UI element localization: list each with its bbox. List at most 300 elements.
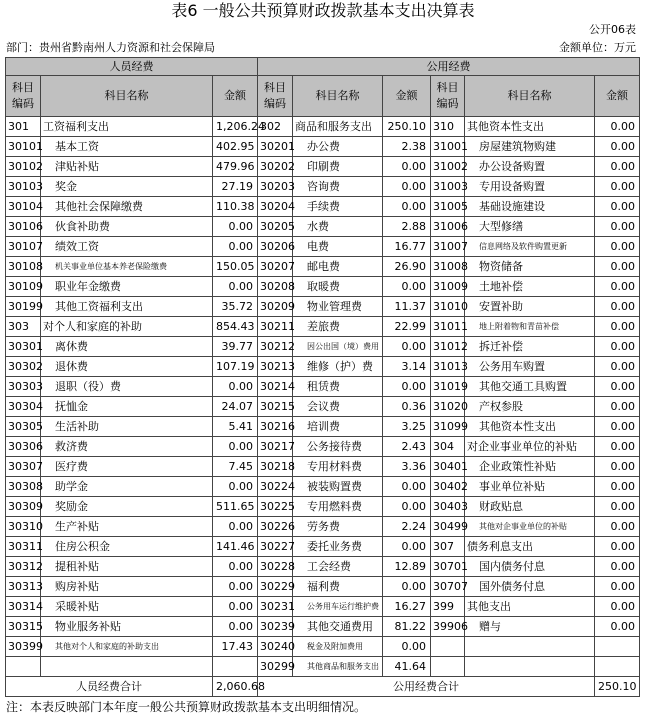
item-code: 30304 (6, 397, 41, 417)
item-amount: 854.43 (213, 317, 258, 337)
item-name: 其他对个人和家庭的补助支出 (41, 637, 213, 657)
item-code: 303 (6, 317, 41, 337)
item-code: 30214 (258, 377, 293, 397)
item-code: 30213 (258, 357, 293, 377)
item-name: 取暖费 (293, 277, 383, 297)
item-amount: 0.00 (595, 157, 640, 177)
item-code: 31002 (431, 157, 465, 177)
item-name: 津贴补贴 (41, 157, 213, 177)
item-name: 其他商品和服务支出 (293, 657, 383, 677)
item-code: 30224 (258, 477, 293, 497)
item-code: 31007 (431, 237, 465, 257)
item-name: 提租补贴 (41, 557, 213, 577)
item-code: 30310 (6, 517, 41, 537)
expenditure-table (5, 57, 640, 697)
item-code: 30203 (258, 177, 293, 197)
footnote: 注：本表反映部门本年度一般公共预算财政拨款基本支出明细情况。 (6, 700, 367, 714)
item-amount: 150.05 (213, 257, 258, 277)
item-code: 30229 (258, 577, 293, 597)
item-name: 专用燃料费 (293, 497, 383, 517)
item-code: 30102 (6, 157, 41, 177)
item-code: 30312 (6, 557, 41, 577)
item-amount: 0.00 (595, 117, 640, 137)
table-row (6, 637, 640, 657)
item-amount: 26.90 (383, 257, 431, 277)
table-row (6, 457, 640, 477)
item-amount: 0.00 (595, 537, 640, 557)
item-code: 30211 (258, 317, 293, 337)
item-code: 30399 (6, 637, 41, 657)
item-name: 房屋建筑物购建 (465, 137, 595, 157)
item-amount: 16.27 (383, 597, 431, 617)
table-row (6, 577, 640, 597)
item-name: 安置补助 (465, 297, 595, 317)
item-amount: 0.00 (595, 217, 640, 237)
item-amount: 0.00 (213, 217, 258, 237)
personnel-total-amount: 2,060.68 (213, 677, 258, 697)
item-code: 31003 (431, 177, 465, 197)
item-name: 手续费 (293, 197, 383, 217)
item-amount: 0.00 (383, 197, 431, 217)
item-amount: 0.00 (595, 617, 640, 637)
item-code (431, 637, 465, 657)
item-name (465, 637, 595, 657)
item-amount: 81.22 (383, 617, 431, 637)
item-name: 购房补贴 (41, 577, 213, 597)
item-amount: 0.00 (213, 477, 258, 497)
item-amount: 0.00 (595, 437, 640, 457)
item-code: 30103 (6, 177, 41, 197)
item-amount: 0.00 (595, 317, 640, 337)
table-row (6, 357, 640, 377)
item-name: 工会经费 (293, 557, 383, 577)
item-amount: 35.72 (213, 297, 258, 317)
item-code: 30305 (6, 417, 41, 437)
item-name: 职业年金缴费 (41, 277, 213, 297)
item-code: 30301 (6, 337, 41, 357)
public-total-amount: 250.10 (595, 677, 640, 697)
item-code: 30308 (6, 477, 41, 497)
item-name: 信息网络及软件购置更新 (465, 237, 595, 257)
item-name: 事业单位补贴 (465, 477, 595, 497)
item-code: 30311 (6, 537, 41, 557)
item-amount: 16.77 (383, 237, 431, 257)
item-code: 31012 (431, 337, 465, 357)
item-code: 30401 (431, 457, 465, 477)
item-code: 301 (6, 117, 41, 137)
table-row (6, 517, 640, 537)
item-amount: 0.00 (595, 277, 640, 297)
item-name: 咨询费 (293, 177, 383, 197)
item-code: 31009 (431, 277, 465, 297)
item-amount: 39.77 (213, 337, 258, 357)
item-amount: 17.43 (213, 637, 258, 657)
item-amount: 12.89 (383, 557, 431, 577)
item-amount: 3.14 (383, 357, 431, 377)
item-amount: 27.19 (213, 177, 258, 197)
item-code: 30228 (258, 557, 293, 577)
item-code: 30306 (6, 437, 41, 457)
item-name: 物业服务补贴 (41, 617, 213, 637)
item-name: 公务用车运行维护费 (293, 597, 383, 617)
table-row (6, 137, 640, 157)
item-name: 其他资本性支出 (465, 417, 595, 437)
item-code: 30217 (258, 437, 293, 457)
personnel-total-label: 人员经费合计 (6, 677, 213, 697)
col-header-amount: 金额 (213, 76, 258, 117)
item-name: 医疗费 (41, 457, 213, 477)
item-code: 30101 (6, 137, 41, 157)
item-amount: 0.00 (595, 457, 640, 477)
item-amount: 250.10 (383, 117, 431, 137)
item-amount: 0.00 (383, 477, 431, 497)
item-code: 31019 (431, 377, 465, 397)
table-row (6, 417, 640, 437)
item-amount: 0.00 (383, 277, 431, 297)
item-amount: 0.00 (595, 517, 640, 537)
item-code: 30225 (258, 497, 293, 517)
item-name: 因公出国（境）费用 (293, 337, 383, 357)
item-name: 会议费 (293, 397, 383, 417)
item-name: 租赁费 (293, 377, 383, 397)
item-amount: 0.36 (383, 397, 431, 417)
item-name: 物业管理费 (293, 297, 383, 317)
item-amount: 0.00 (383, 497, 431, 517)
item-amount: 0.00 (383, 177, 431, 197)
item-name: 对企业事业单位的补贴 (465, 437, 595, 457)
item-code: 30403 (431, 497, 465, 517)
item-amount: 0.00 (595, 497, 640, 517)
item-amount: 2.38 (383, 137, 431, 157)
col-header-code: 科目编码 (258, 76, 293, 117)
item-code: 30240 (258, 637, 293, 657)
item-code: 30226 (258, 517, 293, 537)
table-row (6, 317, 640, 337)
table-row (6, 177, 640, 197)
item-name: 生活补助 (41, 417, 213, 437)
item-amount: 41.64 (383, 657, 431, 677)
table-row (6, 437, 640, 457)
item-name: 商品和服务支出 (293, 117, 383, 137)
item-code: 30231 (258, 597, 293, 617)
table-row (6, 597, 640, 617)
item-amount: 1,206.24 (213, 117, 258, 137)
item-code: 31008 (431, 257, 465, 277)
unit-label: 金额单位：万元 (559, 41, 636, 54)
item-name: 委托业务费 (293, 537, 383, 557)
item-name: 被装购置费 (293, 477, 383, 497)
item-code: 30227 (258, 537, 293, 557)
item-code: 30309 (6, 497, 41, 517)
item-code: 31011 (431, 317, 465, 337)
item-name: 产权参股 (465, 397, 595, 417)
item-name: 其他资本性支出 (465, 117, 595, 137)
item-name: 水费 (293, 217, 383, 237)
table-row (6, 657, 640, 677)
table-row (6, 217, 640, 237)
item-code: 307 (431, 537, 465, 557)
table-row (6, 617, 640, 637)
item-code: 310 (431, 117, 465, 137)
item-name: 税金及附加费用 (293, 637, 383, 657)
item-code: 39906 (431, 617, 465, 637)
table-row (6, 237, 640, 257)
item-code: 31099 (431, 417, 465, 437)
department-label: 部门：贵州省黔南州人力资源和社会保障局 (6, 41, 215, 54)
item-amount: 0.00 (595, 557, 640, 577)
table-row (6, 377, 640, 397)
item-name: 培训费 (293, 417, 383, 437)
item-code: 30315 (6, 617, 41, 637)
col-header-code: 科目编码 (6, 76, 41, 117)
item-amount: 0.00 (213, 437, 258, 457)
item-name: 采暖补贴 (41, 597, 213, 617)
item-code: 31013 (431, 357, 465, 377)
item-amount: 0.00 (595, 417, 640, 437)
item-code (431, 657, 465, 677)
item-name: 债务利息支出 (465, 537, 595, 557)
item-code: 30307 (6, 457, 41, 477)
item-amount: 0.00 (213, 277, 258, 297)
item-code: 30218 (258, 457, 293, 477)
item-code: 30107 (6, 237, 41, 257)
col-header-amount: 金额 (595, 76, 640, 117)
item-name: 抚恤金 (41, 397, 213, 417)
item-name: 大型修缮 (465, 217, 595, 237)
item-amount: 5.41 (213, 417, 258, 437)
item-amount: 3.25 (383, 417, 431, 437)
item-amount: 22.99 (383, 317, 431, 337)
item-amount: 3.36 (383, 457, 431, 477)
item-name: 其他支出 (465, 597, 595, 617)
item-code: 31006 (431, 217, 465, 237)
item-code: 30303 (6, 377, 41, 397)
item-amount: 0.00 (383, 577, 431, 597)
table-code: 公开06表 (589, 23, 636, 36)
table-row (6, 537, 640, 557)
item-code: 30216 (258, 417, 293, 437)
item-name: 对个人和家庭的补助 (41, 317, 213, 337)
item-name: 奖励金 (41, 497, 213, 517)
item-name (465, 657, 595, 677)
item-amount (595, 637, 640, 657)
item-code: 30239 (258, 617, 293, 637)
item-code: 31001 (431, 137, 465, 157)
item-amount: 0.00 (213, 517, 258, 537)
item-amount: 0.00 (213, 617, 258, 637)
item-name: 基本工资 (41, 137, 213, 157)
item-name: 赠与 (465, 617, 595, 637)
table-row (6, 497, 640, 517)
item-name: 其他交通工具购置 (465, 377, 595, 397)
section-header-public: 公用经费 (258, 58, 640, 76)
item-amount: 0.00 (383, 537, 431, 557)
item-amount: 0.00 (595, 357, 640, 377)
item-amount: 2.88 (383, 217, 431, 237)
item-name: 其他对企事业单位的补贴 (465, 517, 595, 537)
item-code: 30707 (431, 577, 465, 597)
item-code: 30201 (258, 137, 293, 157)
item-amount: 2.24 (383, 517, 431, 537)
item-amount: 0.00 (213, 597, 258, 617)
item-name: 土地补偿 (465, 277, 595, 297)
table-row (6, 397, 640, 417)
item-amount: 0.00 (595, 297, 640, 317)
item-name: 印刷费 (293, 157, 383, 177)
item-amount: 0.00 (383, 377, 431, 397)
item-code: 30202 (258, 157, 293, 177)
item-name: 国外债务付息 (465, 577, 595, 597)
item-amount (213, 657, 258, 677)
section-header-personnel: 人员经费 (6, 58, 258, 76)
item-name: 国内债务付息 (465, 557, 595, 577)
item-name: 退休费 (41, 357, 213, 377)
col-header-amount: 金额 (383, 76, 431, 117)
item-amount: 0.00 (595, 257, 640, 277)
col-header-name: 科目名称 (41, 76, 213, 117)
item-code: 31020 (431, 397, 465, 417)
item-name: 财政贴息 (465, 497, 595, 517)
item-code: 31005 (431, 197, 465, 217)
item-code: 30302 (6, 357, 41, 377)
item-name: 邮电费 (293, 257, 383, 277)
item-code: 30104 (6, 197, 41, 217)
item-name: 其他交通费用 (293, 617, 383, 637)
item-amount: 479.96 (213, 157, 258, 177)
item-name: 物资储备 (465, 257, 595, 277)
item-name: 公务用车购置 (465, 357, 595, 377)
item-amount: 0.00 (595, 197, 640, 217)
item-code: 30108 (6, 257, 41, 277)
item-name: 离休费 (41, 337, 213, 357)
table-body (6, 117, 640, 677)
col-header-code: 科目编码 (431, 76, 465, 117)
item-amount: 110.38 (213, 197, 258, 217)
item-code: 30109 (6, 277, 41, 297)
item-name: 助学金 (41, 477, 213, 497)
item-amount: 11.37 (383, 297, 431, 317)
item-name: 伙食补助费 (41, 217, 213, 237)
item-code: 30499 (431, 517, 465, 537)
item-name: 其他社会保障缴费 (41, 197, 213, 217)
public-total-label: 公用经费合计 (258, 677, 595, 697)
item-amount: 0.00 (595, 337, 640, 357)
table-row (6, 157, 640, 177)
item-name: 住房公积金 (41, 537, 213, 557)
item-code: 30215 (258, 397, 293, 417)
item-amount: 0.00 (383, 637, 431, 657)
item-amount: 0.00 (595, 397, 640, 417)
item-code: 304 (431, 437, 465, 457)
item-name: 劳务费 (293, 517, 383, 537)
item-code: 30205 (258, 217, 293, 237)
item-name: 办公设备购置 (465, 157, 595, 177)
totals-row (6, 677, 640, 697)
item-code: 30314 (6, 597, 41, 617)
item-name: 绩效工资 (41, 237, 213, 257)
item-code: 302 (258, 117, 293, 137)
item-code: 30299 (258, 657, 293, 677)
table-row (6, 297, 640, 317)
item-name (41, 657, 213, 677)
item-amount: 0.00 (213, 577, 258, 597)
item-name: 差旅费 (293, 317, 383, 337)
table-row (6, 117, 640, 137)
item-name: 救济费 (41, 437, 213, 457)
item-amount: 0.00 (213, 557, 258, 577)
item-amount: 0.00 (595, 137, 640, 157)
table-row (6, 277, 640, 297)
item-name: 退职（役）费 (41, 377, 213, 397)
item-name: 公务接待费 (293, 437, 383, 457)
item-name: 地上附着物和青苗补偿 (465, 317, 595, 337)
item-code: 30199 (6, 297, 41, 317)
item-code: 30313 (6, 577, 41, 597)
item-code: 30207 (258, 257, 293, 277)
table-row (6, 557, 640, 577)
item-name: 电费 (293, 237, 383, 257)
item-amount: 0.00 (595, 237, 640, 257)
item-amount: 0.00 (383, 157, 431, 177)
item-name: 拆迁补偿 (465, 337, 595, 357)
item-amount: 402.95 (213, 137, 258, 157)
item-code (6, 657, 41, 677)
item-name: 福利费 (293, 577, 383, 597)
table-row (6, 337, 640, 357)
item-amount: 0.00 (213, 377, 258, 397)
item-code: 30701 (431, 557, 465, 577)
table-row (6, 257, 640, 277)
item-amount: 0.00 (383, 337, 431, 357)
item-code: 30212 (258, 337, 293, 357)
item-name: 专用设备购置 (465, 177, 595, 197)
item-amount: 24.07 (213, 397, 258, 417)
item-amount: 0.00 (213, 237, 258, 257)
item-code: 399 (431, 597, 465, 617)
item-name: 专用材料费 (293, 457, 383, 477)
item-code: 30106 (6, 217, 41, 237)
item-code: 30206 (258, 237, 293, 257)
item-name: 其他工资福利支出 (41, 297, 213, 317)
item-name: 工资福利支出 (41, 117, 213, 137)
item-name: 办公费 (293, 137, 383, 157)
item-amount: 511.65 (213, 497, 258, 517)
item-code: 30402 (431, 477, 465, 497)
item-name: 奖金 (41, 177, 213, 197)
item-amount (595, 657, 640, 677)
item-amount: 0.00 (595, 477, 640, 497)
item-code: 31010 (431, 297, 465, 317)
item-code: 30204 (258, 197, 293, 217)
item-name: 机关事业单位基本养老保险缴费 (41, 257, 213, 277)
item-code: 30209 (258, 297, 293, 317)
item-code: 30208 (258, 277, 293, 297)
item-amount: 0.00 (595, 577, 640, 597)
item-name: 企业政策性补贴 (465, 457, 595, 477)
col-header-name: 科目名称 (293, 76, 383, 117)
table-row (6, 477, 640, 497)
table-row (6, 197, 640, 217)
col-header-name: 科目名称 (465, 76, 595, 117)
item-amount: 141.46 (213, 537, 258, 557)
item-amount: 0.00 (595, 597, 640, 617)
item-amount: 0.00 (595, 377, 640, 397)
item-name: 维修（护）费 (293, 357, 383, 377)
report-title: 表6 一般公共预算财政拨款基本支出决算表 (171, 1, 475, 20)
item-amount: 2.43 (383, 437, 431, 457)
item-amount: 107.19 (213, 357, 258, 377)
item-name: 基础设施建设 (465, 197, 595, 217)
